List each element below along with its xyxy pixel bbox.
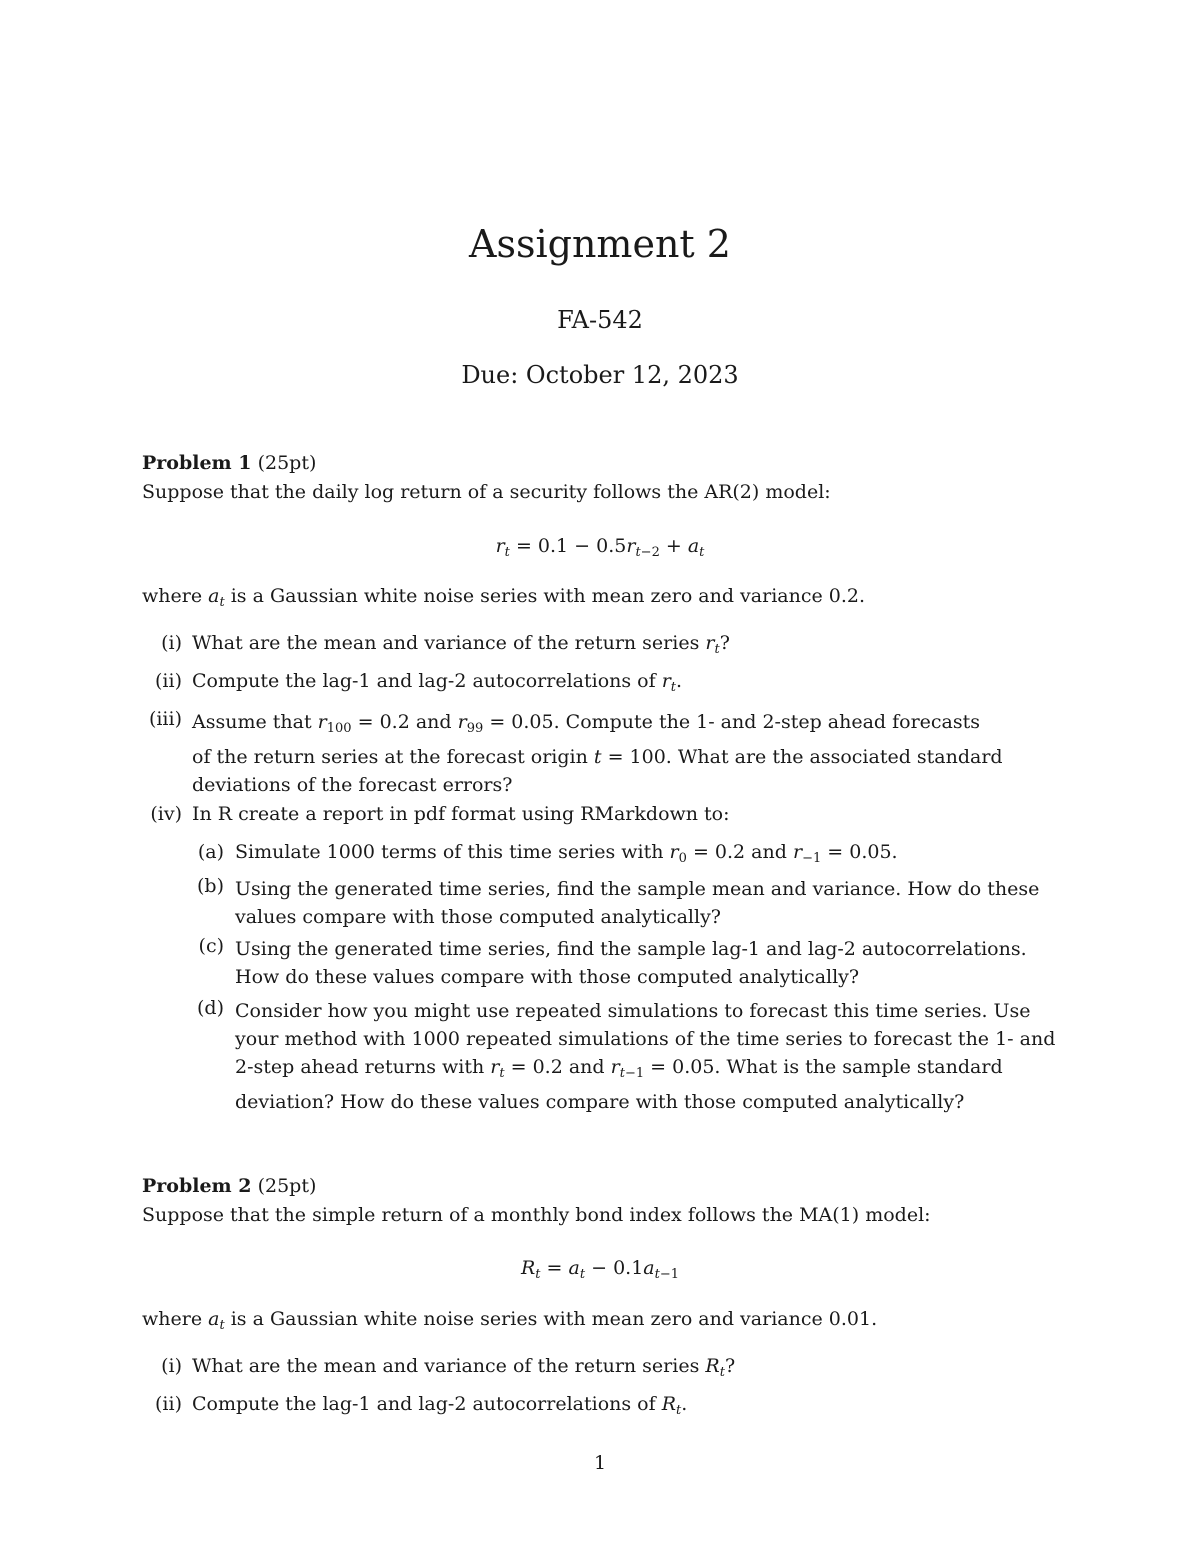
problem-2-label: Problem 2	[142, 1175, 252, 1197]
due-date: Due: October 12, 2023	[461, 361, 739, 389]
course-code: FA-542	[557, 306, 643, 334]
problem-1-points: (25pt)	[257, 452, 317, 474]
problem-2-points: (25pt)	[257, 1175, 317, 1197]
assignment-title: Assignment 2	[469, 222, 731, 266]
document-page: Assignment 2 FA-542 Due: October 12, 2023 Problem 1 (25pt) Suppose that the daily log return of a security follows the AR(2) model: $r_t = 0.1 - 0.5r_{t-2} + a_t$ where $a_t$ is a Gaussian white noise series with mean zero and variance 0.2. (i) What are the mean and variance of the return series $r_t$? (ii) Compute the lag-1 and lag-2 autocorrelations of $r_t$. (iii) Assume that $r_{100} = 0.2$ and $r_{99} = 0.05$. Compute the 1- and 2-step ahead forecasts of the return series at the forecast origin t = 100. What are the associated standard deviations of the forecast errors? (iv) In R create a report in pdf format using RMarkdown to: (a) Simulate 1000 terms of this time series with $r_0 = 0.2$ and $r_{-1} = 0.05$. (b) Using the generated time series, find the sample mean and variance. How do these values compare with those computed analytically? (c) Using the generated time series, find the sample lag-1 and lag-2 autocorrelations. How do these values compare with those computed analytically? (d) Consider how you might use repeated simulations to forecast this time series. Use your method with 1000 repeated simulations of the time series to forecast the 1- and 2-step ahead returns with $r_t = 0.2$ and $r_{t-1} = 0.05$. What is the sample standard deviation? How do these values compare with those computed analytically? Problem 2 (25pt) Suppose that the simple return of a monthly bond index follows the MA(1) model: $R_t = a_t - 0.1a_{t-1}$ where $a_t$ is a Gaussian white noise series with mean zero and variance 0.01. (i) What are the mean and variance of the return series $R_t$? (ii) Compute the lag-1 and lag-2 autocorrelations of $R_t$. 1	[0, 0, 1200, 1553]
problem-1-intro: Suppose that the daily log return of a security follows the AR(2) model:	[142, 481, 831, 503]
problem-1-heading	[142, 452, 316, 474]
problem-1-noise-desc: where $a_t$ is a Gaussian white noise series with mean zero and variance 0.2.	[142, 585, 866, 610]
problem-2-heading	[142, 1175, 316, 1197]
problem-2-intro: Suppose that the simple return of a monthly bond index follows the MA(1) model:	[142, 1204, 931, 1226]
problem-2-noise-desc: where $a_t$ is a Gaussian white noise series with mean zero and variance 0.01.	[142, 1308, 878, 1333]
page-number: 1	[593, 1452, 607, 1474]
ar2-equation: $r_t = 0.1 - 0.5r_{t-2} + a_t$	[495, 535, 705, 560]
ma1-equation: $R_t = a_t - 0.1a_{t-1}$	[520, 1257, 680, 1282]
problem-1-label: Problem 1	[142, 452, 252, 474]
